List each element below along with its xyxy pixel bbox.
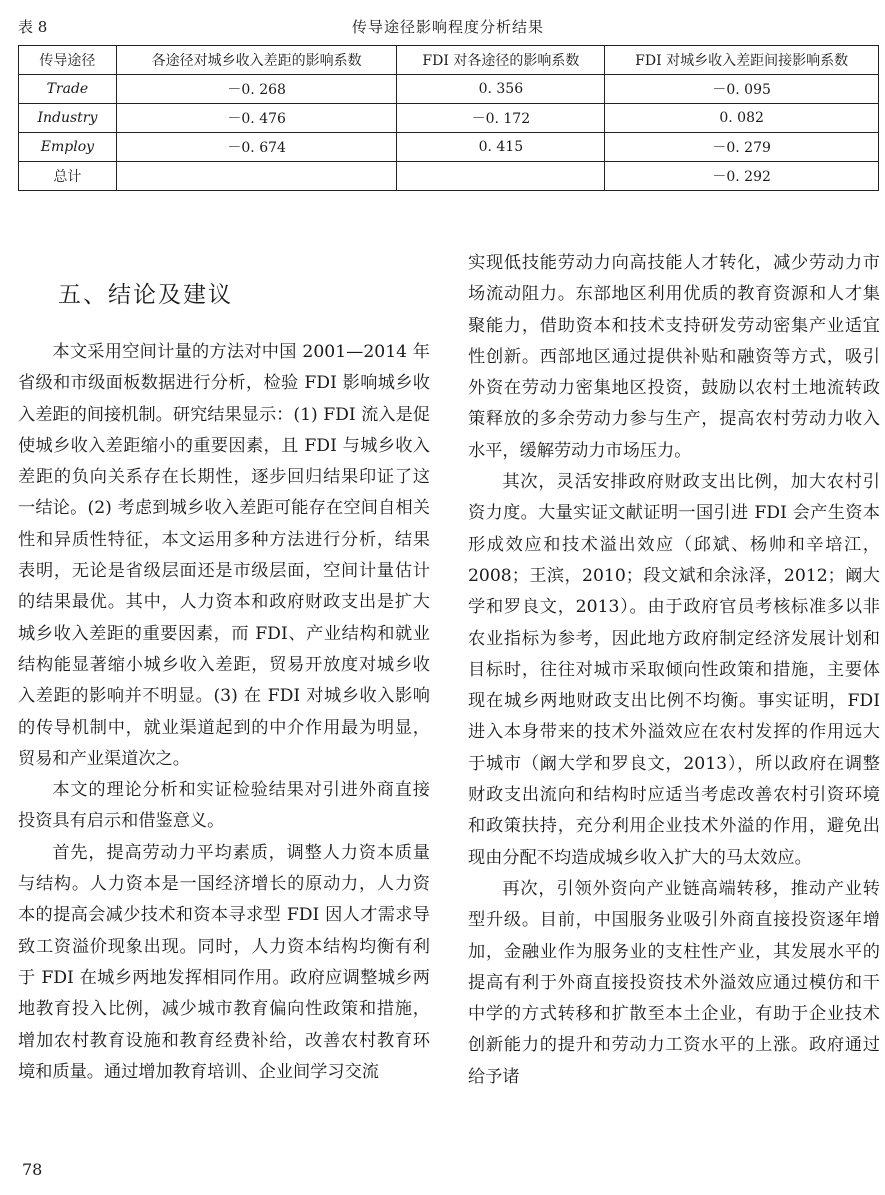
table-row (19, 133, 879, 162)
column-header: 各途径对城乡收入差距的影响系数 (116, 46, 397, 75)
table-cell: －0. 095 (605, 75, 879, 104)
table-cell: －0. 279 (605, 133, 879, 162)
table-cell: Employ (19, 133, 117, 162)
table-cell: 总计 (19, 162, 117, 191)
table-cell (116, 162, 397, 191)
body-paragraph: 实现低技能劳动力向高技能人才转化，减少劳动力市场流动阻力。东部地区利用优质的教育资源和人才集聚能力，借助资本和技术支持研发劳动密集产业适宜性创新。西部地区通过提供补贴和融资等方式，吸引外资在劳动力密集地区投资，鼓励以农村土地流转政策释放的多余劳动力参与生产，提高农村劳动力收入水平，缓解劳动力市场压力。 (468, 253, 880, 461)
table-row-total (19, 162, 879, 191)
table-cell: 0. 415 (397, 133, 605, 162)
table-cell: －0. 674 (116, 133, 397, 162)
left-column (18, 337, 430, 1088)
table-row (19, 104, 879, 133)
column-header: 传导途径 (19, 46, 117, 75)
table-cell (397, 162, 605, 191)
body-paragraph: 首先，提高劳动力平均素质，调整人力资本质量与结构。人力资本是一国经济增长的原动力，人力资本的提高会减少技术和资本寻求型 FDI 因人才需求导致工资溢价现象出现。同时，人力资本结构均衡有利于 FDI 在城乡两地发挥相同作用。政府应调整城乡两地教育投入比例，减少城市教育偏向性政策和措施，增加农村教育设施和教育经费补给，改善农村教育环境和质量。通过增加教育培训、企业间学习交流 (18, 842, 430, 1082)
body-paragraph: 再次，引领外资向产业链高端转移，推动产业转型升级。目前，中国服务业吸引外商直接投资逐年增加，金融业作为服务业的支柱性产业，其发展水平的提高有利于外商直接投资技术外溢效应通过模仿和干中学的方式转移和扩散至本土企业，有助于企业技术创新能力的提升和劳动力工资水平的上涨。政府通过给予诸 (468, 878, 880, 1087)
table-cell: －0. 476 (116, 104, 397, 133)
table-cell: Industry (19, 104, 117, 133)
table-cell: 0. 356 (397, 75, 605, 104)
body-paragraph: 本文的理论分析和实证检验结果对引进外商直接投资具有启示和借鉴意义。 (18, 780, 430, 832)
table-title: 传导途径影响程度分析结果 (351, 18, 544, 36)
table-caption (18, 14, 878, 38)
right-column (468, 248, 880, 1093)
body-paragraph: 本文采用空间计量的方法对中国 2001—2014 年省级和市级面板数据进行分析，检验 FDI 影响城乡收入差距的间接机制。研究结果显示：(1) FDI 流入是促使城乡收入差距缩小的重要因素，且 FDI 与城乡收入差距的负向关系存在长期性，逐步回归结果印证了这一结论。(2) 考虑到城乡收入差距可能存在空间自相关性和异质性特征，本文运用多种方法进行分析，结果表明，无论是省级层面还是市级层面，空间计量估计的结果最优。其中，人力资本和政府财政支出是扩大城乡收入差距的重要因素，而 FDI、产业结构和就业结构能显著缩小城乡收入差距，贸易开放度对城乡收入差距的影响并不明显。(3) 在 FDI 对城乡收入影响的传导机制中，就业渠道起到的中介作用最为明显，贸易和产业渠道次之。 (18, 342, 430, 769)
table-label: 表 8 (18, 18, 48, 36)
table-cell: －0. 292 (605, 162, 879, 191)
column-header: FDI 对城乡收入差距间接影响系数 (605, 46, 879, 75)
table-cell: 0. 082 (605, 104, 879, 133)
body-paragraph: 其次，灵活安排政府财政支出比例，加大农村引资力度。大量实证文献证明一国引进 FDI 会产生资本形成效应和技术溢出效应（邱斌、杨帅和辛培江，2008；王滨，2010；段文斌和余泳泽，2012；阚大学和罗良文，2013）。由于政府官员考核标准多以非农业指标为参考，因此地方政府制定经济发展计划和目标时，往往对城市采取倾向性政策和措施，主要体现在城乡两地财政支出比例不均衡。事实证明，FDI 进入本身带来的技术外溢效应在农村发挥的作用远大于城市（阚大学和罗良文，2013），所以政府在调整财政支出流向和结构时应适当考虑改善农村引资环境和政策扶持，充分利用企业技术外溢的作用，避免出现由分配不均造成城乡收入扩大的马太效应。 (468, 472, 880, 868)
page-number: 78 (22, 1160, 43, 1179)
table-cell: －0. 172 (397, 104, 605, 133)
column-header: FDI 对各途径的影响系数 (397, 46, 605, 75)
results-table (18, 45, 879, 191)
table-row (19, 75, 879, 104)
table-cell: Trade (19, 75, 117, 104)
table-header-row (19, 46, 879, 75)
section-heading: 五、结论及建议 (58, 282, 233, 308)
table-cell: －0. 268 (116, 75, 397, 104)
